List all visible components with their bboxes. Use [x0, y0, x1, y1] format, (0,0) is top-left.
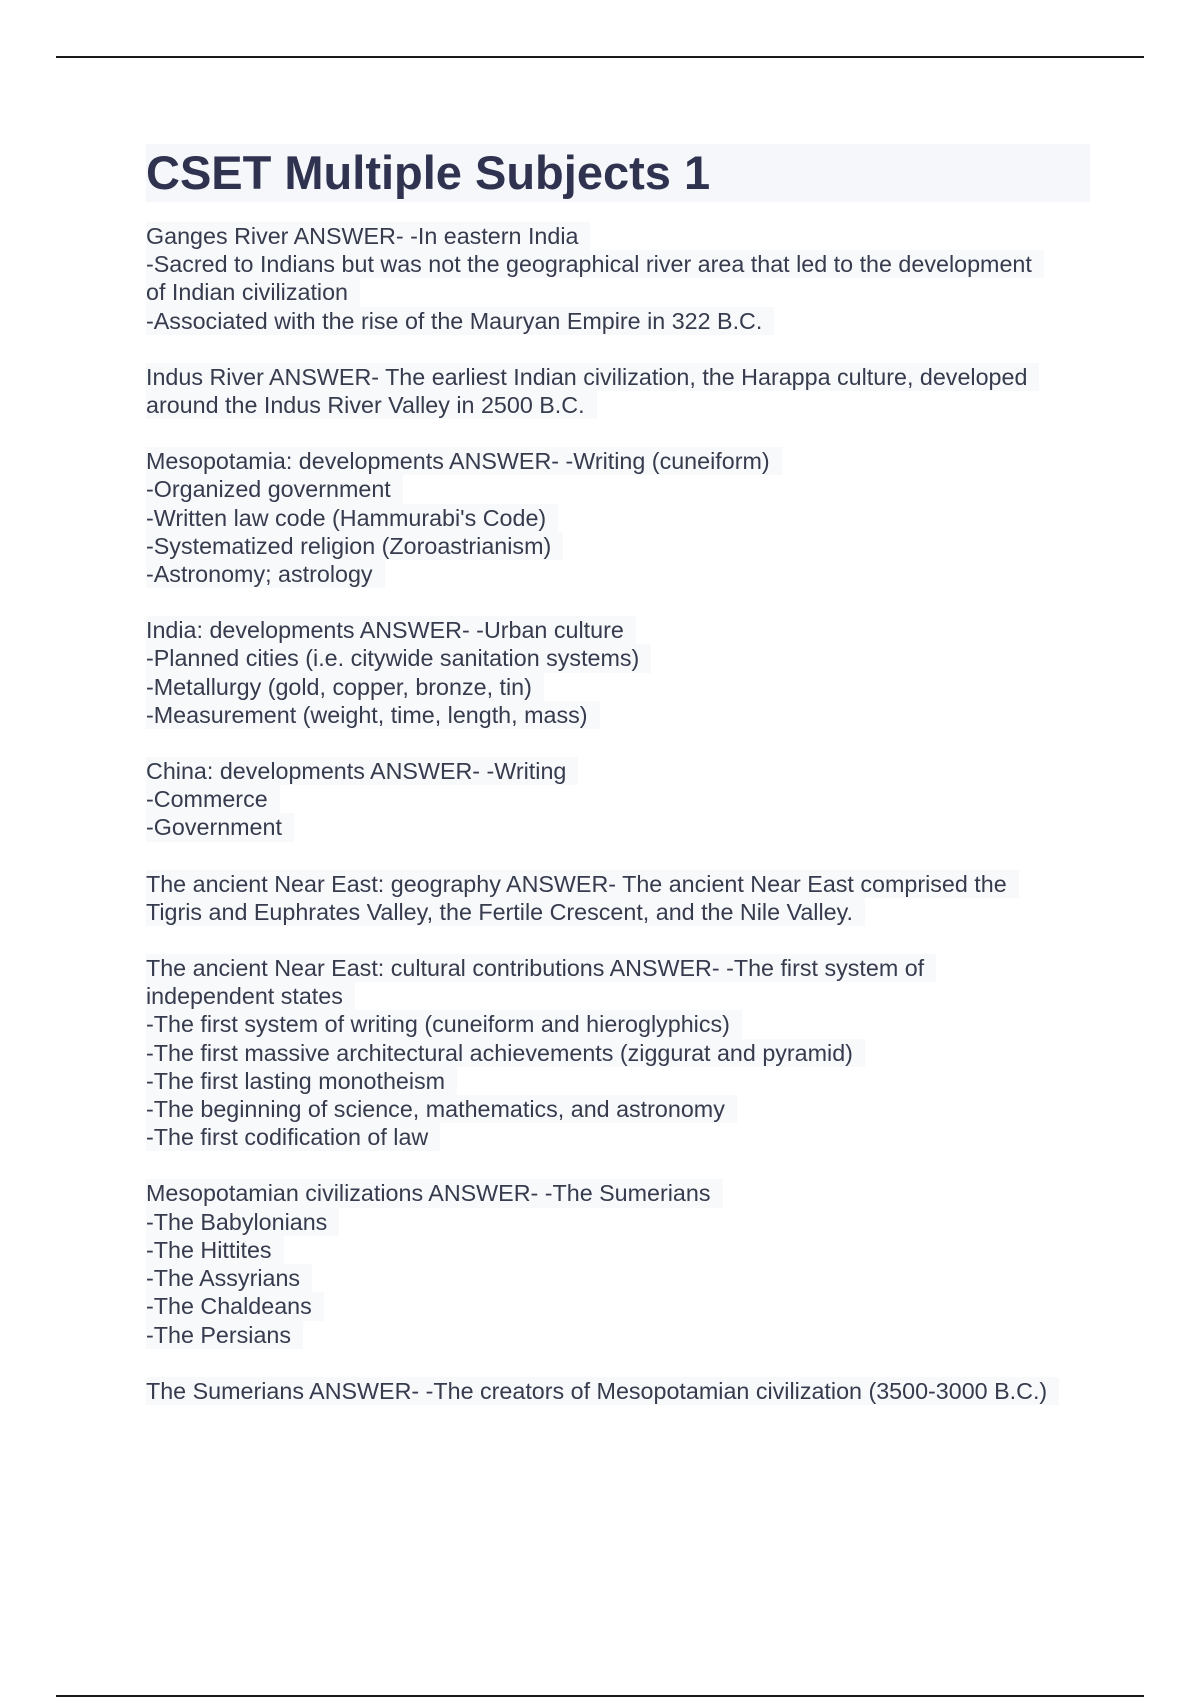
entry-line: -The beginning of science, mathematics, and astronomy	[146, 1095, 737, 1123]
entry-line: -Associated with the rise of the Mauryan Empire in 322 B.C.	[146, 307, 774, 335]
entry-line: -The Chaldeans	[146, 1292, 324, 1320]
entry-line: Mesopotamian civilizations ANSWER- -The Sumerians	[146, 1179, 723, 1207]
entry-line: -The Babylonians	[146, 1208, 339, 1236]
top-rule	[56, 56, 1144, 58]
entry-india-developments	[146, 616, 1090, 729]
entry-line: -Commerce	[146, 785, 280, 813]
entry-line: India: developments ANSWER- -Urban culture	[146, 616, 636, 644]
entry-mesopotamia-developments	[146, 447, 1090, 588]
entry-line: -Measurement (weight, time, length, mass)	[146, 701, 600, 729]
entry-line: -The first lasting monotheism	[146, 1067, 457, 1095]
entry-line: Mesopotamia: developments ANSWER- -Writing (cuneiform)	[146, 447, 782, 475]
entry-line: The ancient Near East: cultural contributions ANSWER- -The first system of	[146, 954, 936, 982]
entry-line: around the Indus River Valley in 2500 B.C.	[146, 391, 597, 419]
entry-indus-river	[146, 363, 1090, 419]
document-title: CSET Multiple Subjects 1	[146, 144, 1090, 202]
entry-china-developments	[146, 757, 1090, 842]
entry-line: -The Hittites	[146, 1236, 284, 1264]
entry-line: independent states	[146, 982, 355, 1010]
entry-line: Ganges River ANSWER- -In eastern India	[146, 222, 590, 250]
entry-line: Tigris and Euphrates Valley, the Fertile Crescent, and the Nile Valley.	[146, 898, 865, 926]
entry-near-east-contributions	[146, 954, 1090, 1151]
entry-ganges-river	[146, 222, 1090, 335]
entry-line: -The Persians	[146, 1321, 303, 1349]
entry-line: -Sacred to Indians but was not the geographical river area that led to the development	[146, 250, 1044, 278]
entry-line: -Metallurgy (gold, copper, bronze, tin)	[146, 673, 544, 701]
entry-line: The Sumerians ANSWER- -The creators of Mesopotamian civilization (3500-3000 B.C.)	[146, 1377, 1059, 1405]
entry-line: -Written law code (Hammurabi's Code)	[146, 504, 558, 532]
entry-near-east-geography	[146, 870, 1090, 926]
entry-line: The ancient Near East: geography ANSWER- The ancient Near East comprised the	[146, 870, 1019, 898]
entry-mesopotamian-civilizations	[146, 1179, 1090, 1348]
entry-line: -The first codification of law	[146, 1123, 440, 1151]
entry-sumerians	[146, 1377, 1090, 1405]
entry-line: -The Assyrians	[146, 1264, 312, 1292]
entry-line: -Astronomy; astrology	[146, 560, 385, 588]
entry-line: -Government	[146, 813, 294, 841]
entry-line: -Planned cities (i.e. citywide sanitation systems)	[146, 644, 651, 672]
entry-line: China: developments ANSWER- -Writing	[146, 757, 578, 785]
entry-line: -Organized government	[146, 475, 403, 503]
entry-line: -The first system of writing (cuneiform and hieroglyphics)	[146, 1010, 742, 1038]
entry-line: Indus River ANSWER- The earliest Indian civilization, the Harappa culture, developed	[146, 363, 1039, 391]
document-body	[146, 144, 1090, 1433]
entry-line: of Indian civilization	[146, 278, 360, 306]
entry-line: -The first massive architectural achievements (ziggurat and pyramid)	[146, 1039, 865, 1067]
entry-line: -Systematized religion (Zoroastrianism)	[146, 532, 563, 560]
bottom-rule	[56, 1695, 1144, 1697]
